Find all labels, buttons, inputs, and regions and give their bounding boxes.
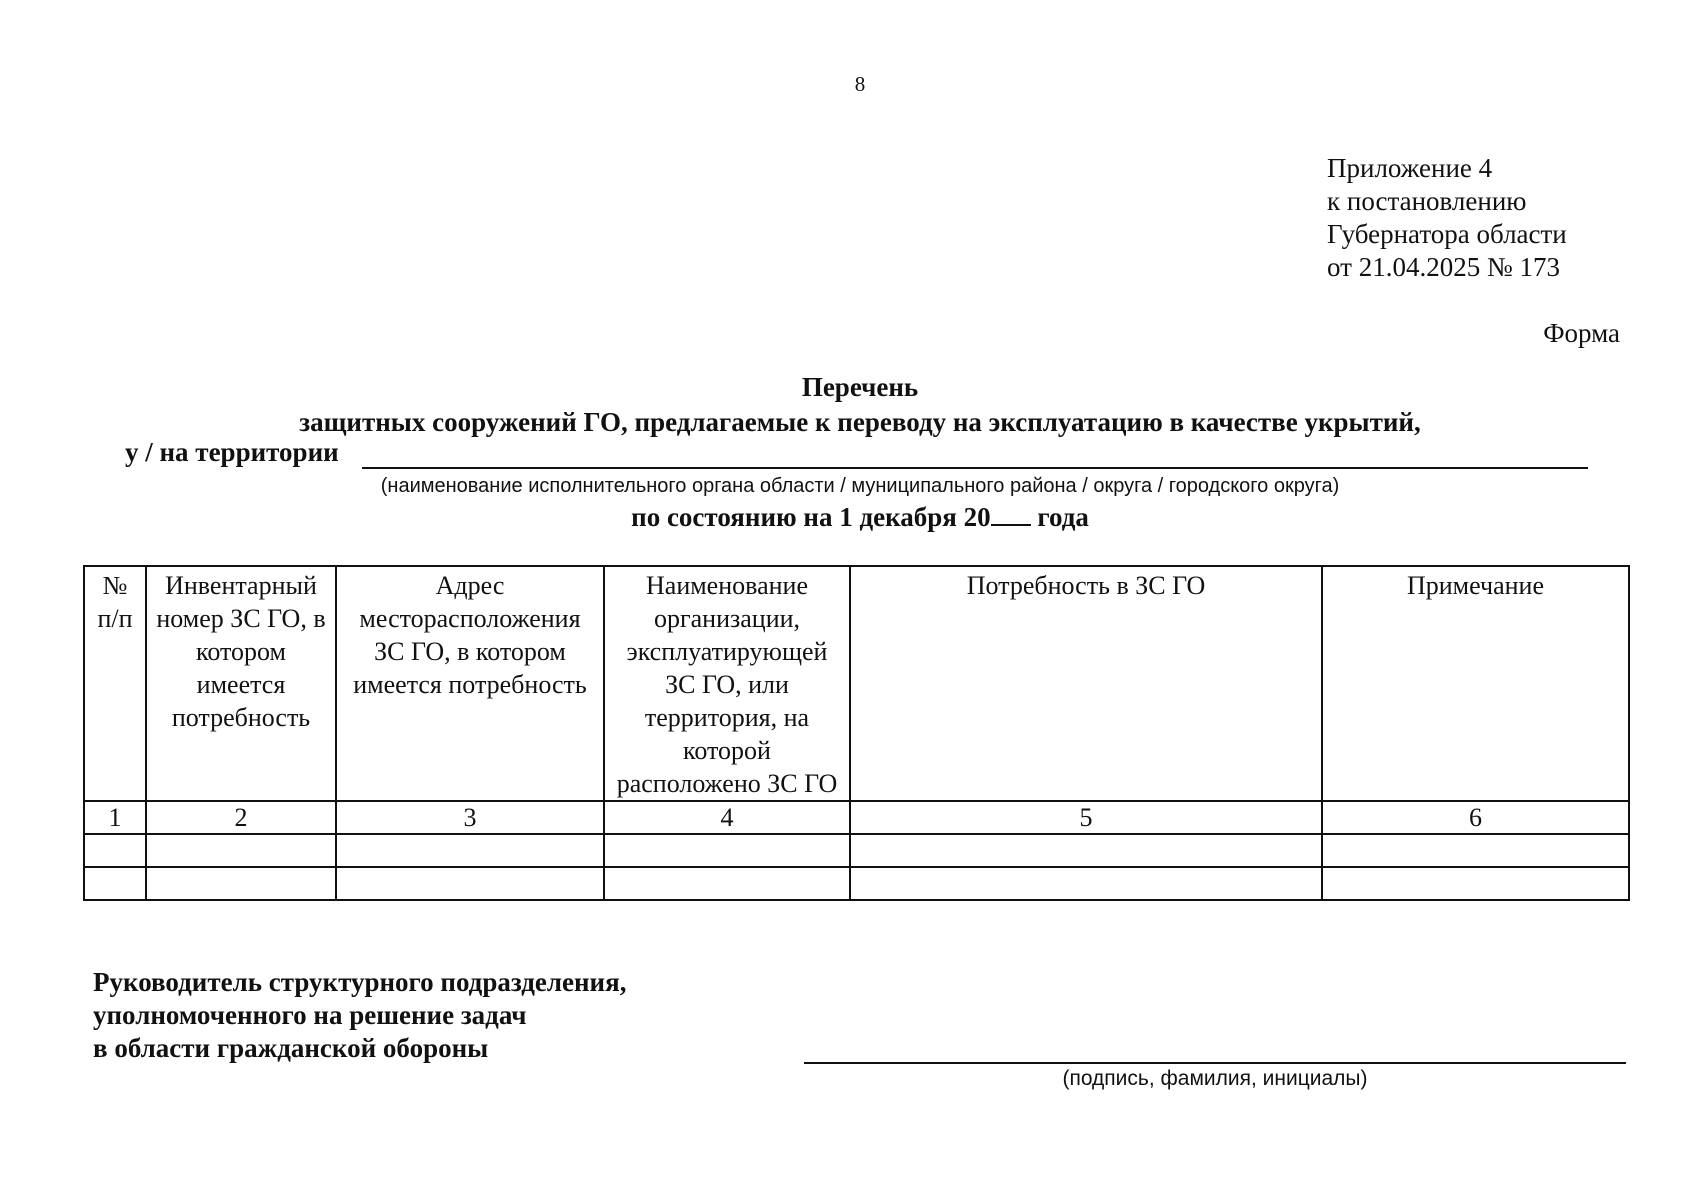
signer-line: Руководитель структурного подразделения, — [93, 967, 627, 997]
column-number: 1 — [84, 801, 146, 834]
date-prefix: по состоянию на 1 декабря 20 — [631, 502, 991, 532]
appendix-line: Приложение 4 — [1327, 153, 1493, 183]
signer-line: уполномоченного на решение задач — [93, 1000, 527, 1030]
table-cell[interactable] — [604, 867, 850, 900]
date-suffix: года — [1037, 502, 1089, 532]
document-subtitle: защитных сооружений ГО, предлагаемые к переводу на эксплуатацию в качестве укрытий, — [299, 407, 1421, 437]
column-number: 4 — [604, 801, 850, 834]
form-label: Форма — [1543, 318, 1620, 348]
territory-hint: (наименование исполнительного органа области / муниципального района / округа / городского округа) — [380, 475, 1340, 497]
signature-fill-line — [804, 1062, 1626, 1064]
table-cell[interactable] — [604, 834, 850, 867]
table-cell[interactable] — [84, 834, 146, 867]
signature-hint: (подпись, фамилия, инициалы) — [1062, 1067, 1368, 1090]
column-number-row — [84, 801, 1629, 834]
table-cell[interactable] — [146, 867, 336, 900]
table-cell[interactable] — [1322, 834, 1629, 867]
table-cell[interactable] — [84, 867, 146, 900]
table-cell[interactable] — [850, 834, 1322, 867]
header-inventory-number: Инвентарный номер ЗС ГО, в котором имеется потребность — [146, 566, 336, 801]
appendix-line: Губернатора области — [1327, 219, 1567, 249]
header-organization: Наименование организации, эксплуатирующей ЗС ГО, или территория, на которой расположено ЗС ГО — [604, 566, 850, 801]
page-number: 8 — [854, 72, 866, 96]
table-row — [84, 834, 1629, 867]
table-cell[interactable] — [336, 867, 604, 900]
header-need: Потребность в ЗС ГО — [850, 566, 1322, 801]
column-number: 2 — [146, 801, 336, 834]
year-fill-line — [991, 506, 1031, 526]
table-row — [84, 867, 1629, 900]
table-header-row — [84, 566, 1629, 801]
table-cell[interactable] — [146, 834, 336, 867]
header-number: № п/п — [84, 566, 146, 801]
signer-block — [93, 966, 626, 1065]
signer-line: в области гражданской обороны — [93, 1033, 489, 1063]
report-date — [0, 502, 1700, 533]
appendix-line: к постановлению — [1327, 186, 1527, 216]
table-cell[interactable] — [336, 834, 604, 867]
column-number: 5 — [850, 801, 1322, 834]
table-cell[interactable] — [1322, 867, 1629, 900]
column-number: 3 — [336, 801, 604, 834]
appendix-line: от 21.04.2025 № 173 — [1327, 252, 1560, 282]
header-note: Примечание — [1322, 566, 1629, 801]
shelter-registry-table — [83, 565, 1630, 901]
column-number: 6 — [1322, 801, 1629, 834]
territory-label: у / на территории — [125, 437, 339, 467]
appendix-reference — [1327, 152, 1567, 284]
document-title: Перечень — [801, 372, 919, 402]
territory-fill-line — [362, 467, 1588, 469]
header-address: Адрес месторасположения ЗС ГО, в котором имеется потребность — [336, 566, 604, 801]
table-cell[interactable] — [850, 867, 1322, 900]
